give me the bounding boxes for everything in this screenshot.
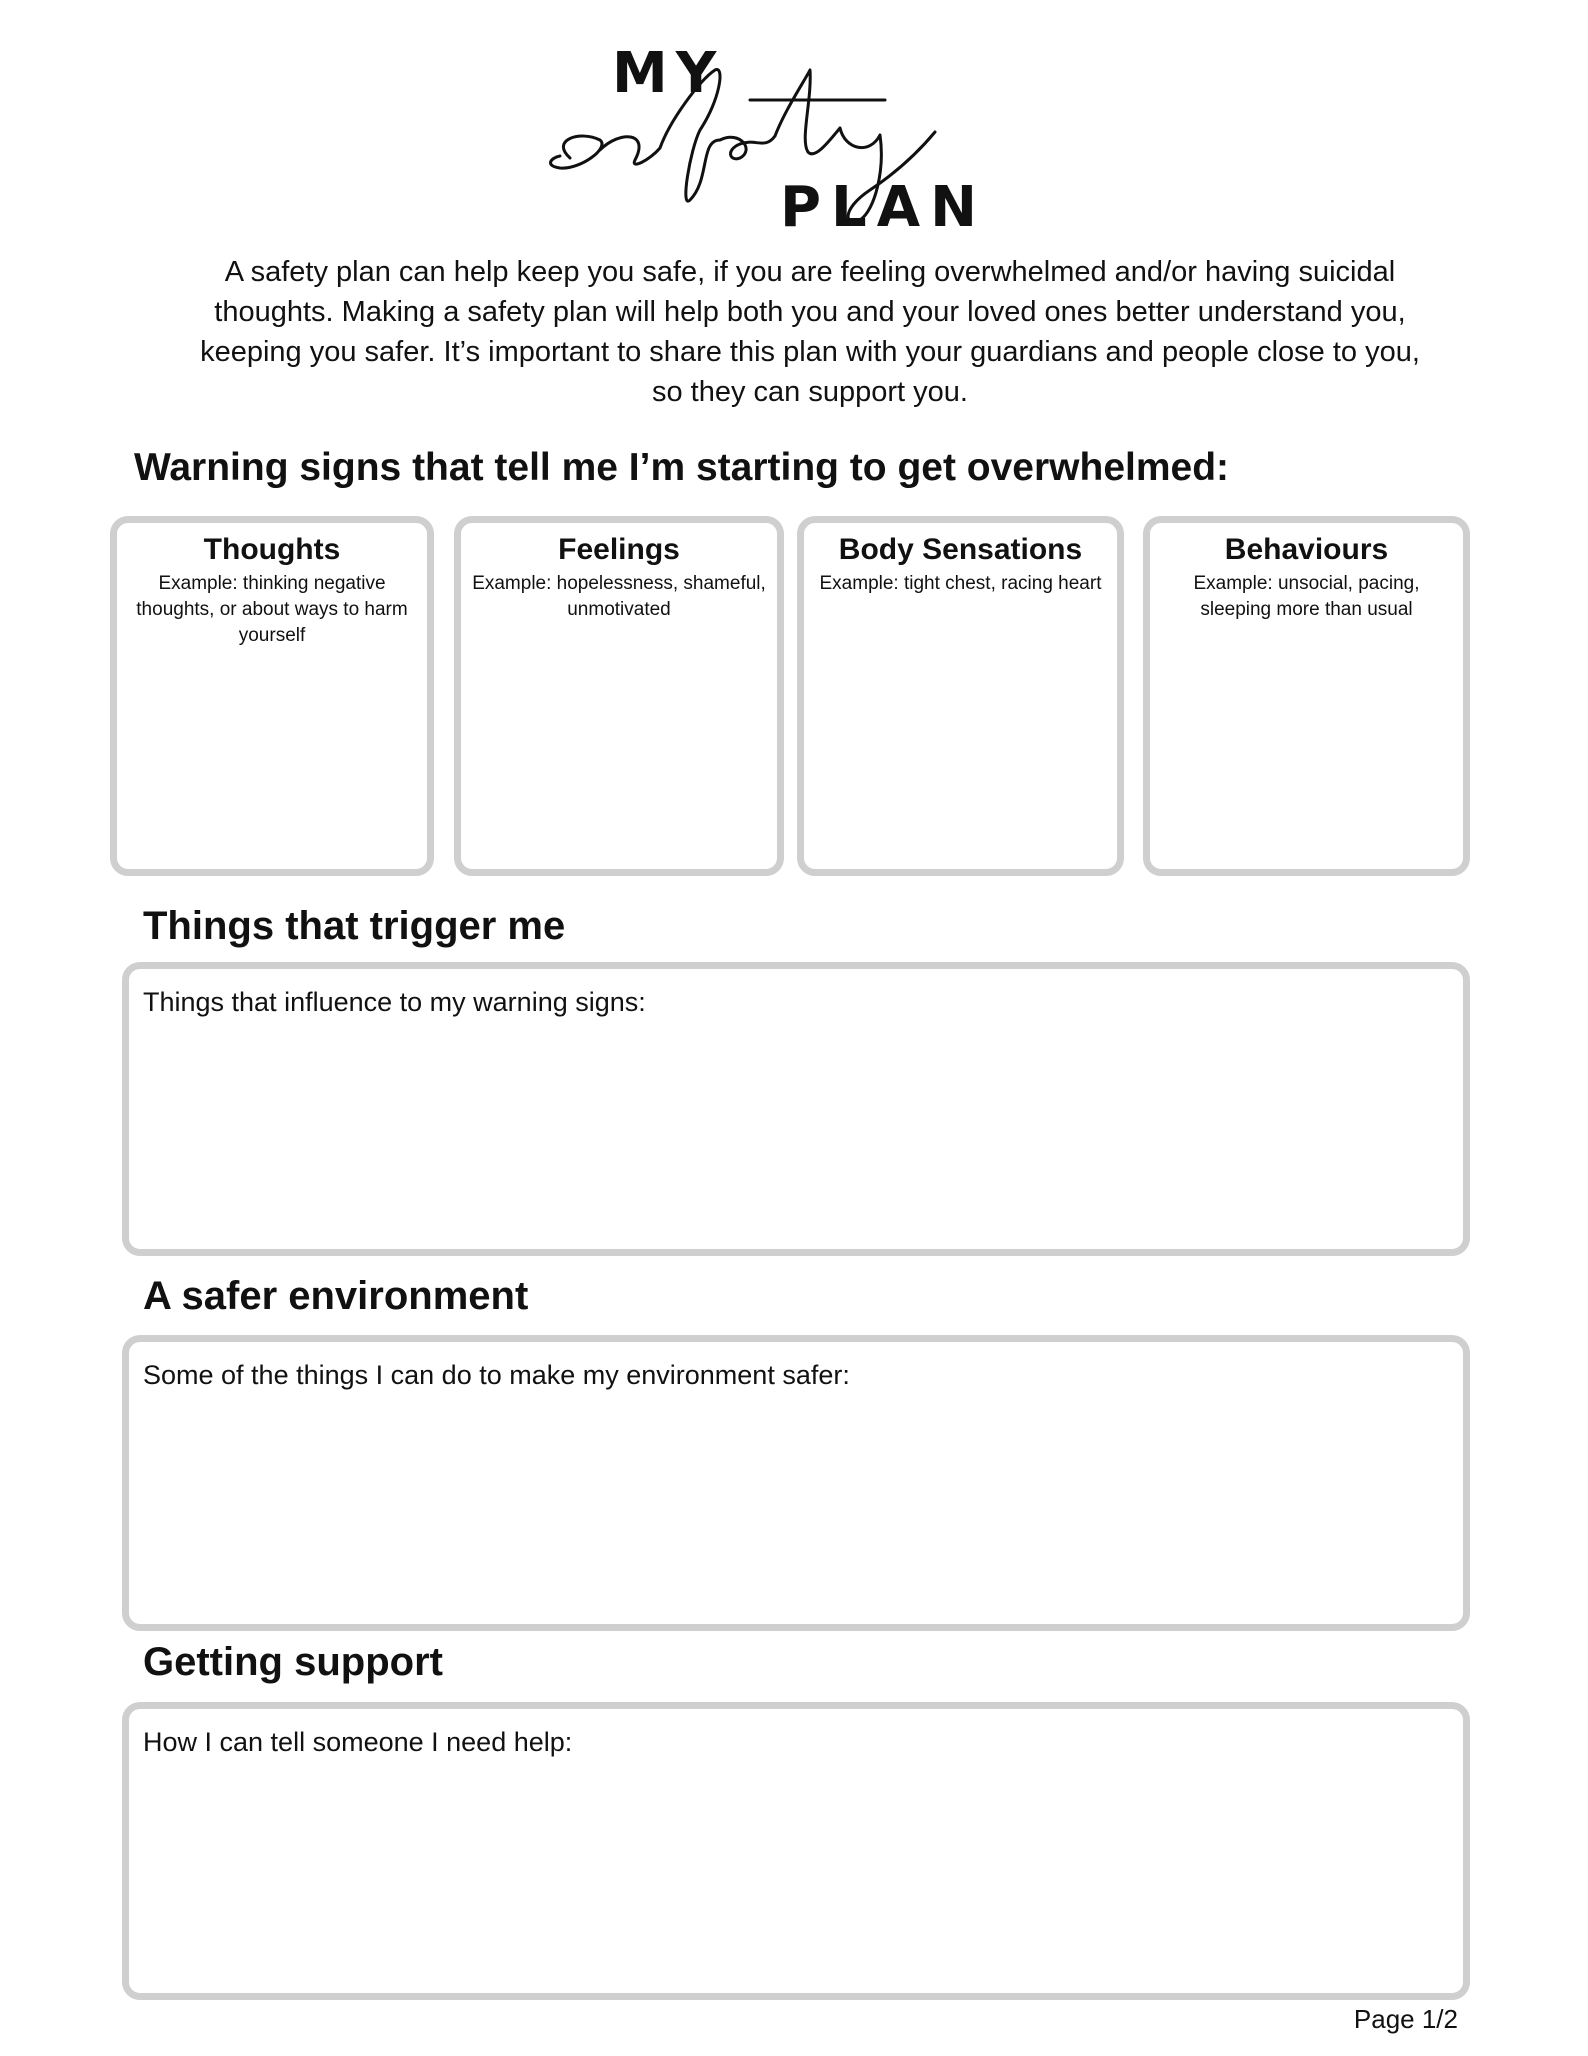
triggers-prompt: Things that influence to my warning signs: [143, 987, 646, 1017]
behaviours-card[interactable] [1143, 516, 1470, 876]
body-sensations-card[interactable] [797, 516, 1124, 876]
safer-environment-prompt: Some of the things I can do to make my environment safer: [143, 1360, 850, 1390]
safer-environment-heading: A safer environment [143, 1274, 529, 1318]
card-title: Feelings [558, 533, 680, 566]
card-title: Body Sensations [838, 533, 1083, 566]
logo-word-plan: PLAN [780, 175, 987, 240]
card-title: Behaviours [1224, 533, 1389, 566]
getting-support-heading: Getting support [143, 1640, 443, 1684]
getting-support-prompt: How I can tell someone I need help: [143, 1727, 573, 1757]
card-example: Example: unsocial, pacing, sleeping more than usual [1193, 573, 1420, 620]
card-example: Example: tight chest, racing heart [819, 573, 1102, 594]
triggers-write-in-box[interactable] [122, 962, 1470, 1256]
getting-support-write-in-box[interactable] [122, 1702, 1470, 2000]
card-title: Thoughts [203, 533, 341, 566]
warning-signs-heading: Warning signs that tell me I’m starting to get overwhelmed: [134, 446, 1230, 489]
card-example: Example: hopelessness, shameful, unmotivated [472, 573, 766, 620]
safer-environment-write-in-box[interactable] [122, 1335, 1470, 1631]
feelings-card[interactable] [454, 516, 784, 876]
intro-paragraph: A safety plan can help keep you safe, if you are feeling overwhelmed and/or having suicidal thoughts. Making a safety plan will help both you and your loved ones better understand you, keeping you safer. It’s important to share this plan with your guardians and people close to you, so they can support you. [200, 256, 1420, 408]
page-number: Page 1/2 [1353, 2004, 1458, 2034]
card-example: Example: thinking negative thoughts, or about ways to harm yourself [136, 573, 408, 646]
safety-plan-logo [540, 40, 1010, 240]
triggers-heading: Things that trigger me [143, 904, 566, 948]
thoughts-card[interactable] [110, 516, 434, 876]
logo-word-my: MY [612, 41, 725, 106]
